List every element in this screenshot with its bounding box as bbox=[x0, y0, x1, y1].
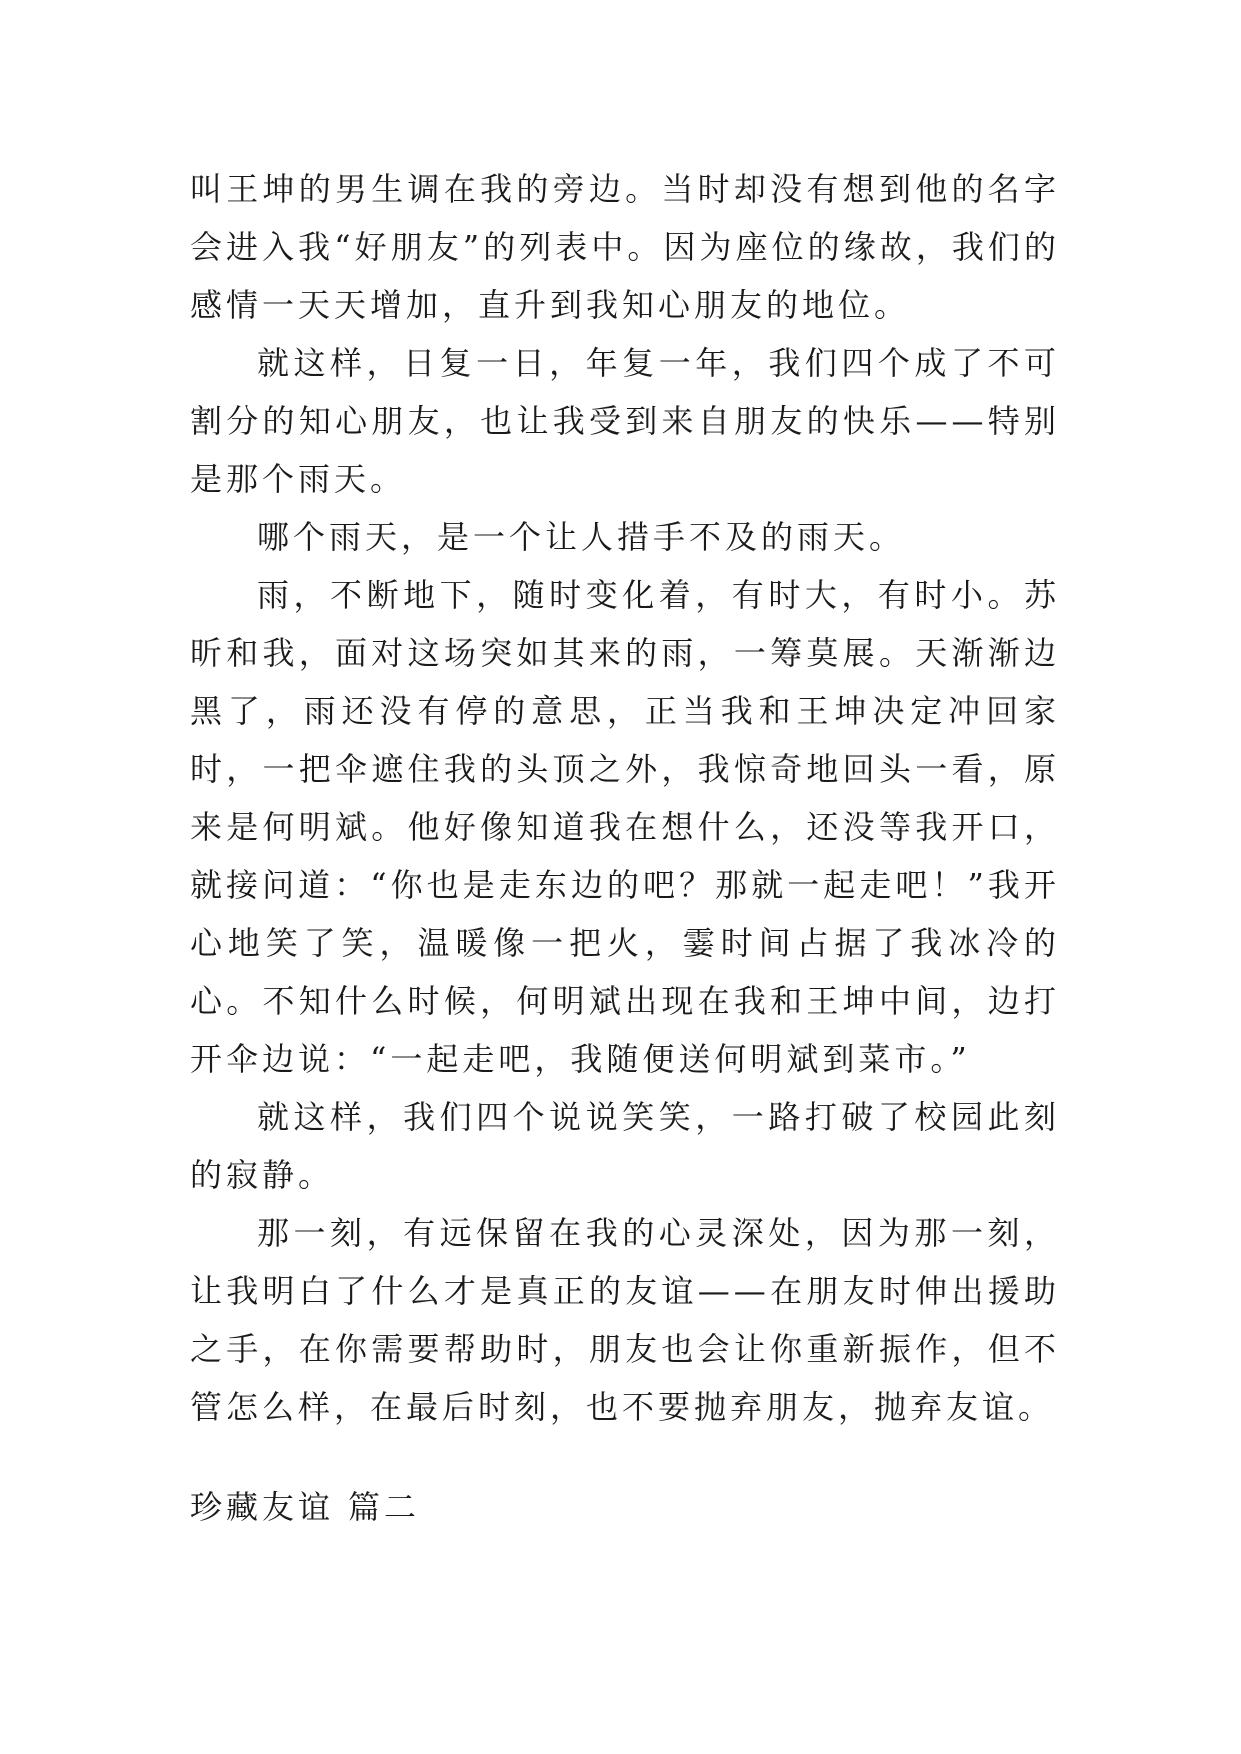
paragraph-2: 就这样，日复一日，年复一年，我们四个成了不可割分的知心朋友，也让我受到来自朋友的快乐——特别是那个雨天。 bbox=[190, 344, 1060, 498]
paragraph-4: 雨，不断地下，随时变化着，有时大，有时小。苏昕和我，面对这场突如其来的雨，一筹莫展。天渐渐边黑了，雨还没有停的意思，正当我和王坤决定冲回家时，一把伞遮住我的头顶之外，我惊奇地回头一看，原来是何明斌。他好像知道我在想什么，还没等我开口，就接问道：“你也是走东边的吧？那就一起走吧！”我开心地笑了笑，温暖像一把火，霎时间占据了我冰冷的心。不知什么时候，何明斌出现在我和王坤中间，边打开伞边说：“一起走吧，我随便送何明斌到菜市。” bbox=[190, 576, 1060, 1078]
paragraph-1: 叫王坤的男生调在我的旁边。当时却没有想到他的名字会进入我“好朋友”的列表中。因为座位的缘故，我们的感情一天天增加，直升到我知心朋友的地位。 bbox=[190, 170, 1060, 324]
paragraph-5: 就这样，我们四个说说笑笑，一路打破了校园此刻的寂静。 bbox=[190, 1098, 1060, 1194]
section-heading bbox=[190, 1478, 420, 1536]
paragraph-3: 哪个雨天，是一个让人措手不及的雨天。 bbox=[257, 518, 906, 556]
section-title: 珍藏友谊 bbox=[190, 1488, 335, 1526]
section-part-label: 篇二 bbox=[348, 1488, 421, 1526]
paragraph-6: 那一刻，有远保留在我的心灵深处，因为那一刻，让我明白了什么才是真正的友谊——在朋友时伸出援助之手，在你需要帮助时，朋友也会让你重新振作，但不管怎么样，在最后时刻，也不要抛弃朋友，抛弃友谊。 bbox=[190, 1214, 1060, 1426]
document-body bbox=[190, 160, 1060, 1436]
